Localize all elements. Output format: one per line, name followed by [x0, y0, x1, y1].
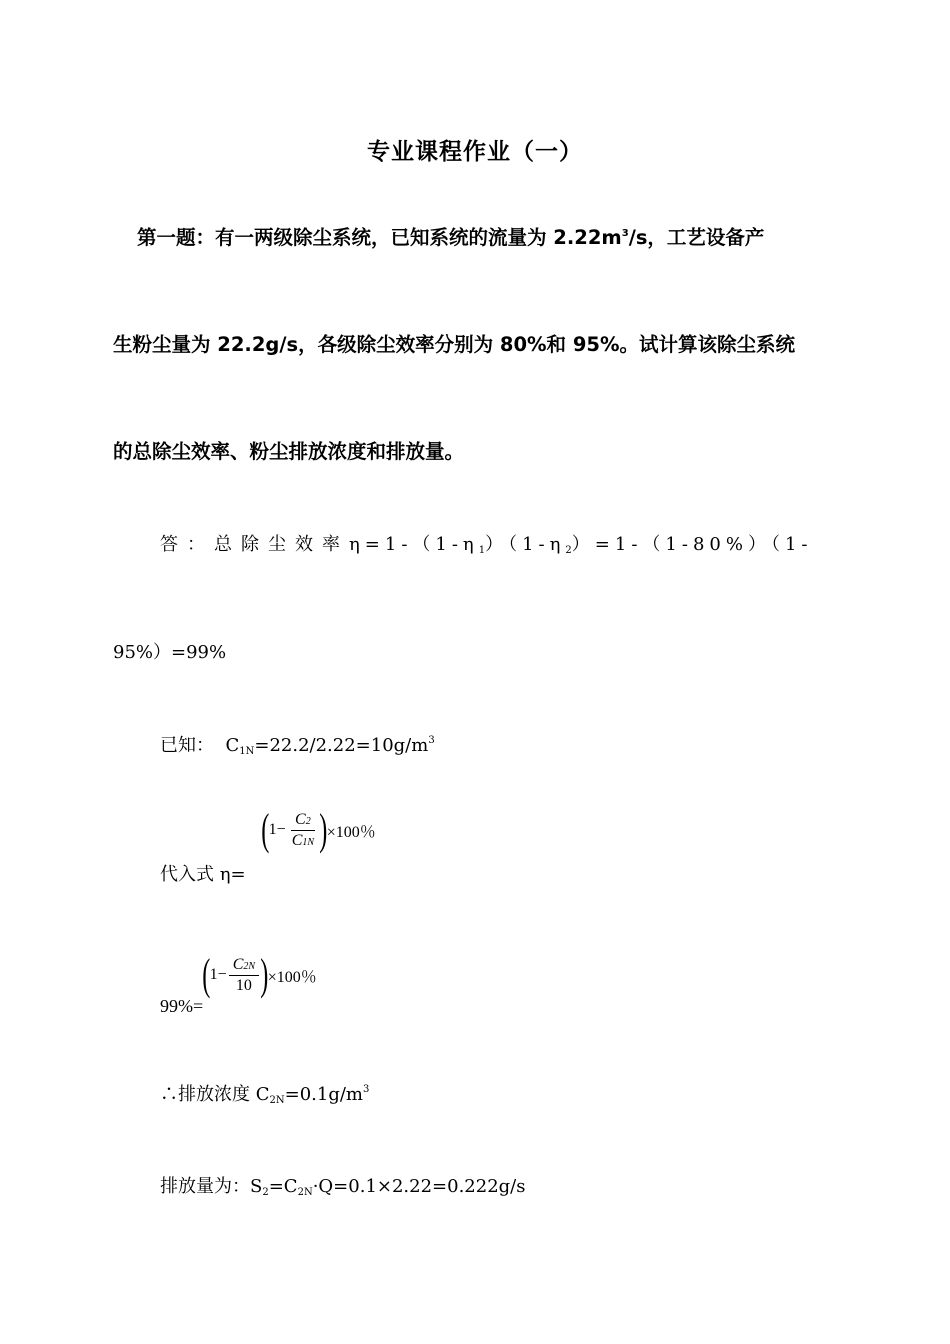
formula-1-tail: ×100％ [326, 823, 376, 841]
answer-formula-b: ）（1-η [485, 534, 566, 555]
formula-2-denominator: 10 [235, 976, 252, 994]
eta-sub-1: 1 [478, 545, 486, 556]
question-line-1-text-a: 第一题：有一两级除尘系统，已知系统的流量为 2.22m [137, 226, 622, 249]
formula-1-den-sub: 1N [302, 836, 315, 848]
formula-1-num-c: C [295, 810, 306, 828]
question-line-1 [137, 222, 764, 250]
formula-2-fraction [229, 956, 259, 995]
formula-2-left-paren: ( [202, 950, 211, 999]
concentration-value: =0.1g/m [284, 1084, 363, 1105]
formula-1-right-paren: ) [319, 805, 328, 854]
formula-1-numerator [291, 811, 315, 831]
concentration-sub: 2N [269, 1095, 285, 1106]
known-sup: 3 [428, 735, 435, 746]
concentration-label: ∴排放浓度 C [160, 1084, 270, 1105]
known-label: 已知： [160, 735, 214, 756]
known-c: C [225, 735, 240, 756]
formula-1-left-paren: ( [261, 805, 270, 854]
emission-value: ·Q=0.1×2.22=0.222g/s [312, 1176, 526, 1197]
known-line [160, 731, 435, 757]
formula-2-one: 1− [209, 966, 227, 983]
concentration-sup: 3 [363, 1084, 370, 1095]
question-line-1-text-b: /s，工艺设备产 [628, 226, 765, 249]
page-title: 专业课程作业（一） [367, 139, 583, 165]
formula-2-num-c: C [232, 955, 244, 973]
emission-c: =C [268, 1176, 298, 1197]
formula-1-num-sub: 2 [305, 815, 311, 827]
formula-2 [202, 950, 317, 999]
emission-label: 排放量为：S [160, 1176, 263, 1197]
answer-label: 答：总除尘效率 [160, 534, 349, 555]
formula-2-numerator [229, 956, 259, 976]
answer-formula-a: η=1-（1-η [349, 534, 479, 555]
concentration-line [160, 1080, 369, 1106]
emission-line [160, 1172, 526, 1198]
known-sub: 1N [239, 746, 255, 757]
formula-2-num-sub: 2N [243, 960, 256, 972]
formula-2-right-paren: ) [260, 950, 269, 999]
formula-1-denominator [288, 831, 318, 850]
known-value: =22.2/2.22=10g/m [254, 735, 429, 756]
answer-line-1 [160, 530, 813, 556]
formula-1-fraction [288, 811, 318, 850]
answer-formula-c: ）=1-（1-80%）（1- [571, 534, 813, 555]
emission-sub-1: 2 [262, 1187, 269, 1198]
formula-2-tail: ×100％ [267, 968, 317, 986]
formula-1-one: 1− [268, 821, 286, 838]
substitute-label: 代入式 η= [160, 864, 246, 885]
answer-line-2: 95%）=99% [113, 642, 227, 663]
formula-1-den-c: C [291, 831, 303, 849]
question-superscript: 3 [621, 228, 629, 239]
formula-1 [261, 805, 376, 854]
question-line-2: 生粉尘量为 22.2g/s，各级除尘效率分别为 80%和 95%。试计算该除尘系统 [113, 333, 796, 356]
emission-sub-2: 2N [297, 1187, 313, 1198]
question-line-3: 的总除尘效率、粉尘排放浓度和排放量。 [113, 440, 465, 463]
eq2-label: 99%= [160, 996, 204, 1016]
eta-sub-2: 2 [565, 545, 572, 556]
